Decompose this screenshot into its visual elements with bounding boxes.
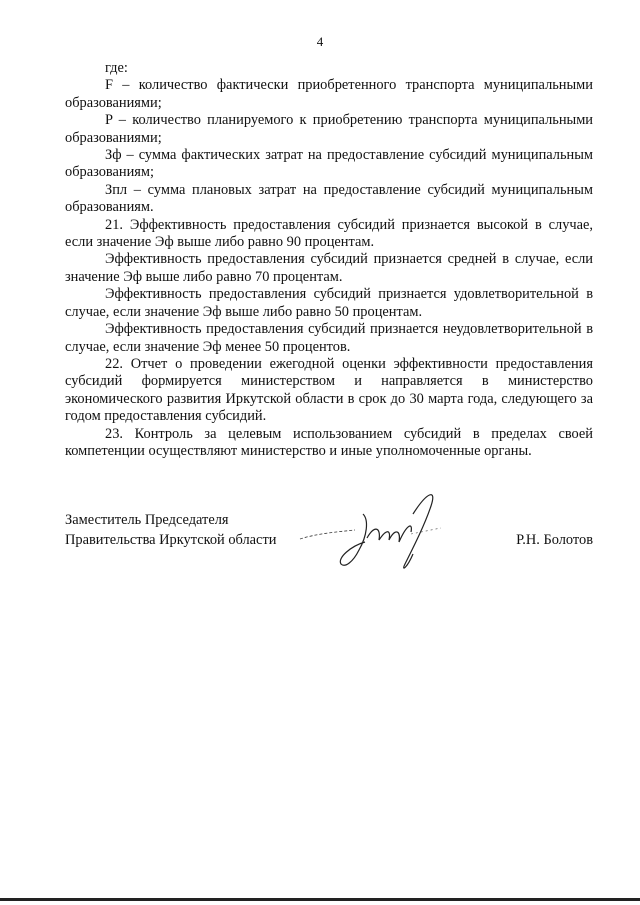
paragraph-23-control: 23. Контроль за целевым использованием субсидий в пределах своей компетенции осуществляют министерство и иные уполномоченные органы. [65, 425, 593, 459]
paragraph-medium: Эффективность предоставления субсидий признается средней в случае, если значение Эф выше либо равно 70 процентам. [65, 251, 593, 285]
document-body [65, 60, 593, 460]
signatory-title [65, 510, 276, 550]
paragraph-definition-p: P – количество планируемого к приобретению транспорта муниципальными образованиями; [65, 112, 593, 146]
paragraph-definition-zf: Зф – сумма фактических затрат на предоставление субсидий муниципальным образованиям; [65, 147, 593, 181]
signatory-name: Р.Н. Болотов [516, 532, 593, 548]
bottom-rule [0, 898, 640, 901]
signatory-title-line1: Заместитель Председателя [65, 512, 229, 528]
paragraph-22-report: 22. Отчет о проведении ежегодной оценки эффективности предоставления субсидий формируется министерством и направляется в министерство экономического развития Иркутской области в срок до 30 марта года, следующего за годом предоставления субсидий. [65, 355, 593, 425]
paragraph-definition-f: F – количество фактически приобретенного транспорта муниципальными образованиями; [65, 77, 593, 111]
handwritten-signature [295, 484, 495, 574]
paragraph-where: где: [105, 60, 128, 76]
paragraph-unsatisfactory: Эффективность предоставления субсидий признается неудовлетворительной в случае, если значение Эф менее 50 процентов. [65, 321, 593, 355]
signatory-title-line2: Правительства Иркутской области [65, 532, 277, 548]
paragraph-21-high: 21. Эффективность предоставления субсидий признается высокой в случае, если значение Эф выше либо равно 90 процентам. [65, 216, 593, 251]
paragraph-definition-zpl: Зпл – сумма плановых затрат на предоставление субсидий муниципальным образованиям. [65, 181, 593, 216]
page-number: 4 [316, 34, 324, 49]
paragraph-satisfactory: Эффективность предоставления субсидий признается удовлетворительной в случае, если значение Эф выше либо равно 50 процентам. [65, 286, 593, 320]
signature-block [65, 510, 593, 570]
